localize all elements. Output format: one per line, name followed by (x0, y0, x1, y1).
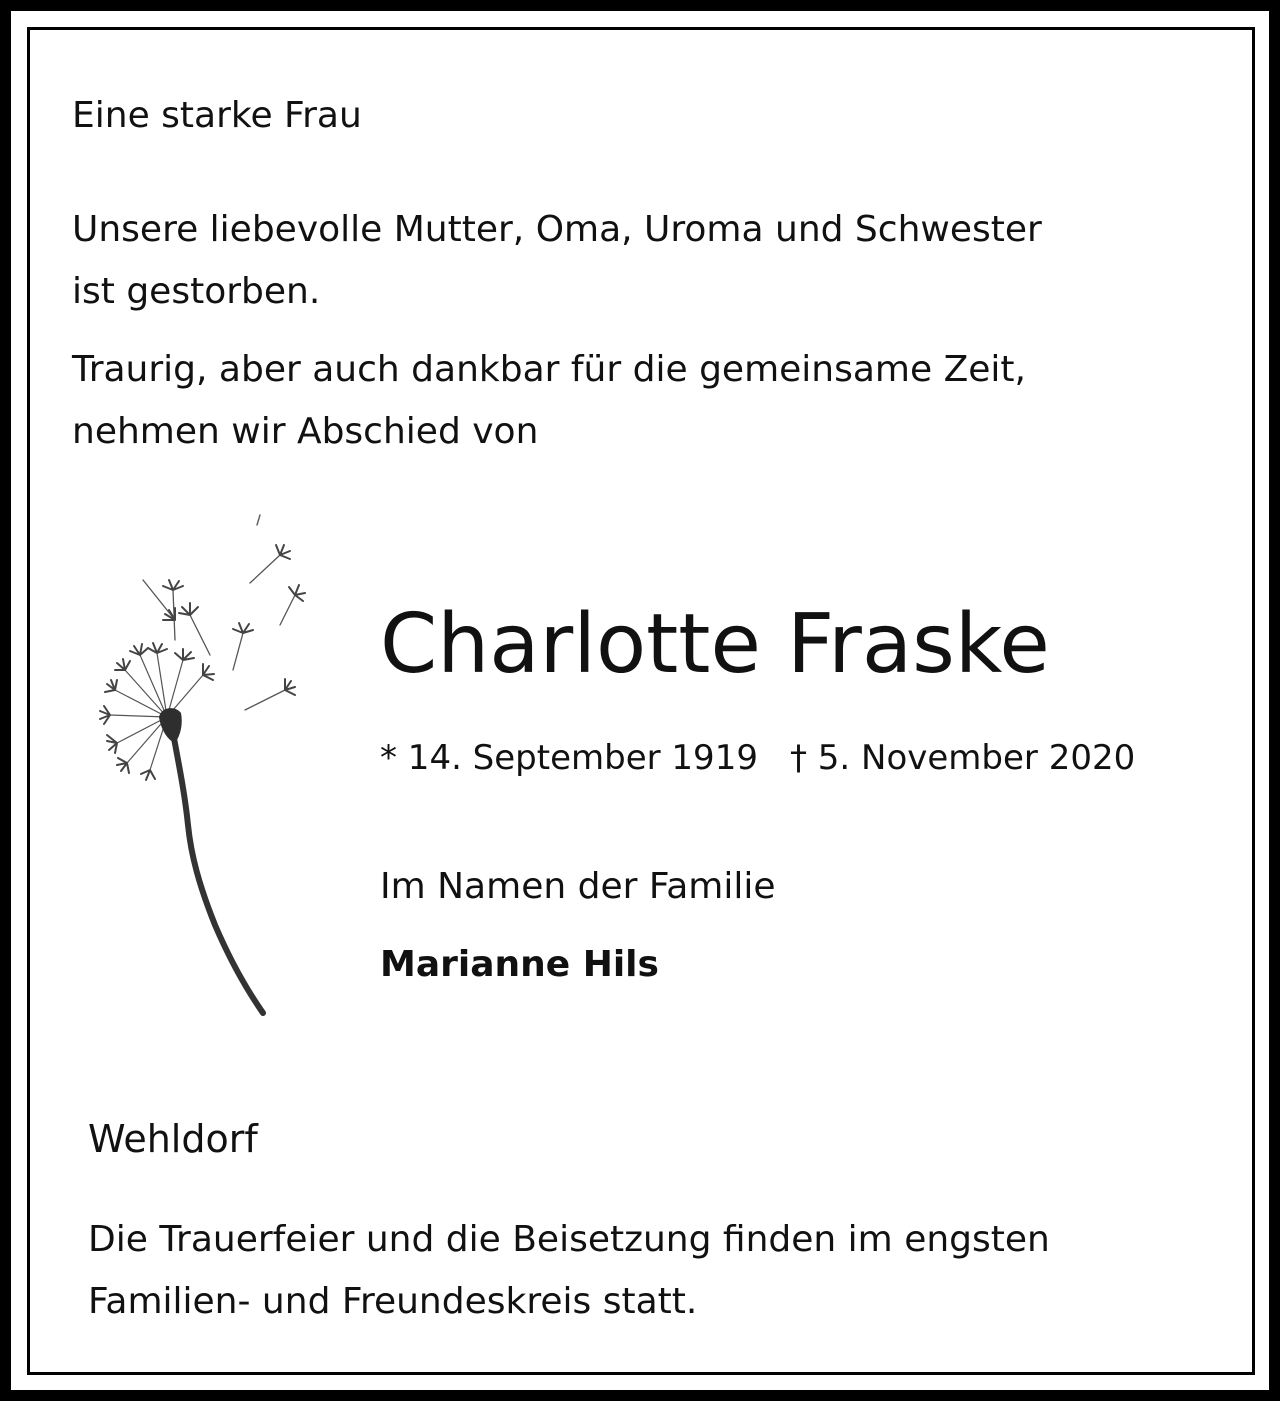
family-line: Im Namen der Familie (380, 866, 776, 907)
announcement-line-1: Unsere liebevolle Mutter, Oma, Uroma und Schwester (72, 209, 1042, 250)
announcement-paragraph (72, 199, 1042, 323)
life-dates (380, 730, 1135, 786)
ceremony-paragraph (88, 1209, 1050, 1333)
ceremony-line-1: Die Trauerfeier und die Beisetzung finden im engsten (88, 1219, 1050, 1260)
signer-name: Marianne Hils (380, 944, 659, 985)
death-date: † 5. November 2020 (789, 738, 1136, 778)
announcement-line-2: ist gestorben. (72, 271, 321, 312)
place-name: Wehldorf (88, 1117, 258, 1161)
farewell-line-1: Traurig, aber auch dankbar für die gemeinsame Zeit, (72, 349, 1026, 390)
dandelion-icon (95, 495, 310, 1020)
ceremony-line-2: Familien- und Freundeskreis statt. (88, 1281, 698, 1322)
farewell-paragraph (72, 339, 1026, 463)
farewell-line-2: nehmen wir Abschied von (72, 411, 539, 452)
notice-heading: Eine starke Frau (72, 95, 362, 136)
birth-date: * 14. September 1919 (380, 738, 758, 778)
deceased-name: Charlotte Fraske (380, 597, 1050, 692)
